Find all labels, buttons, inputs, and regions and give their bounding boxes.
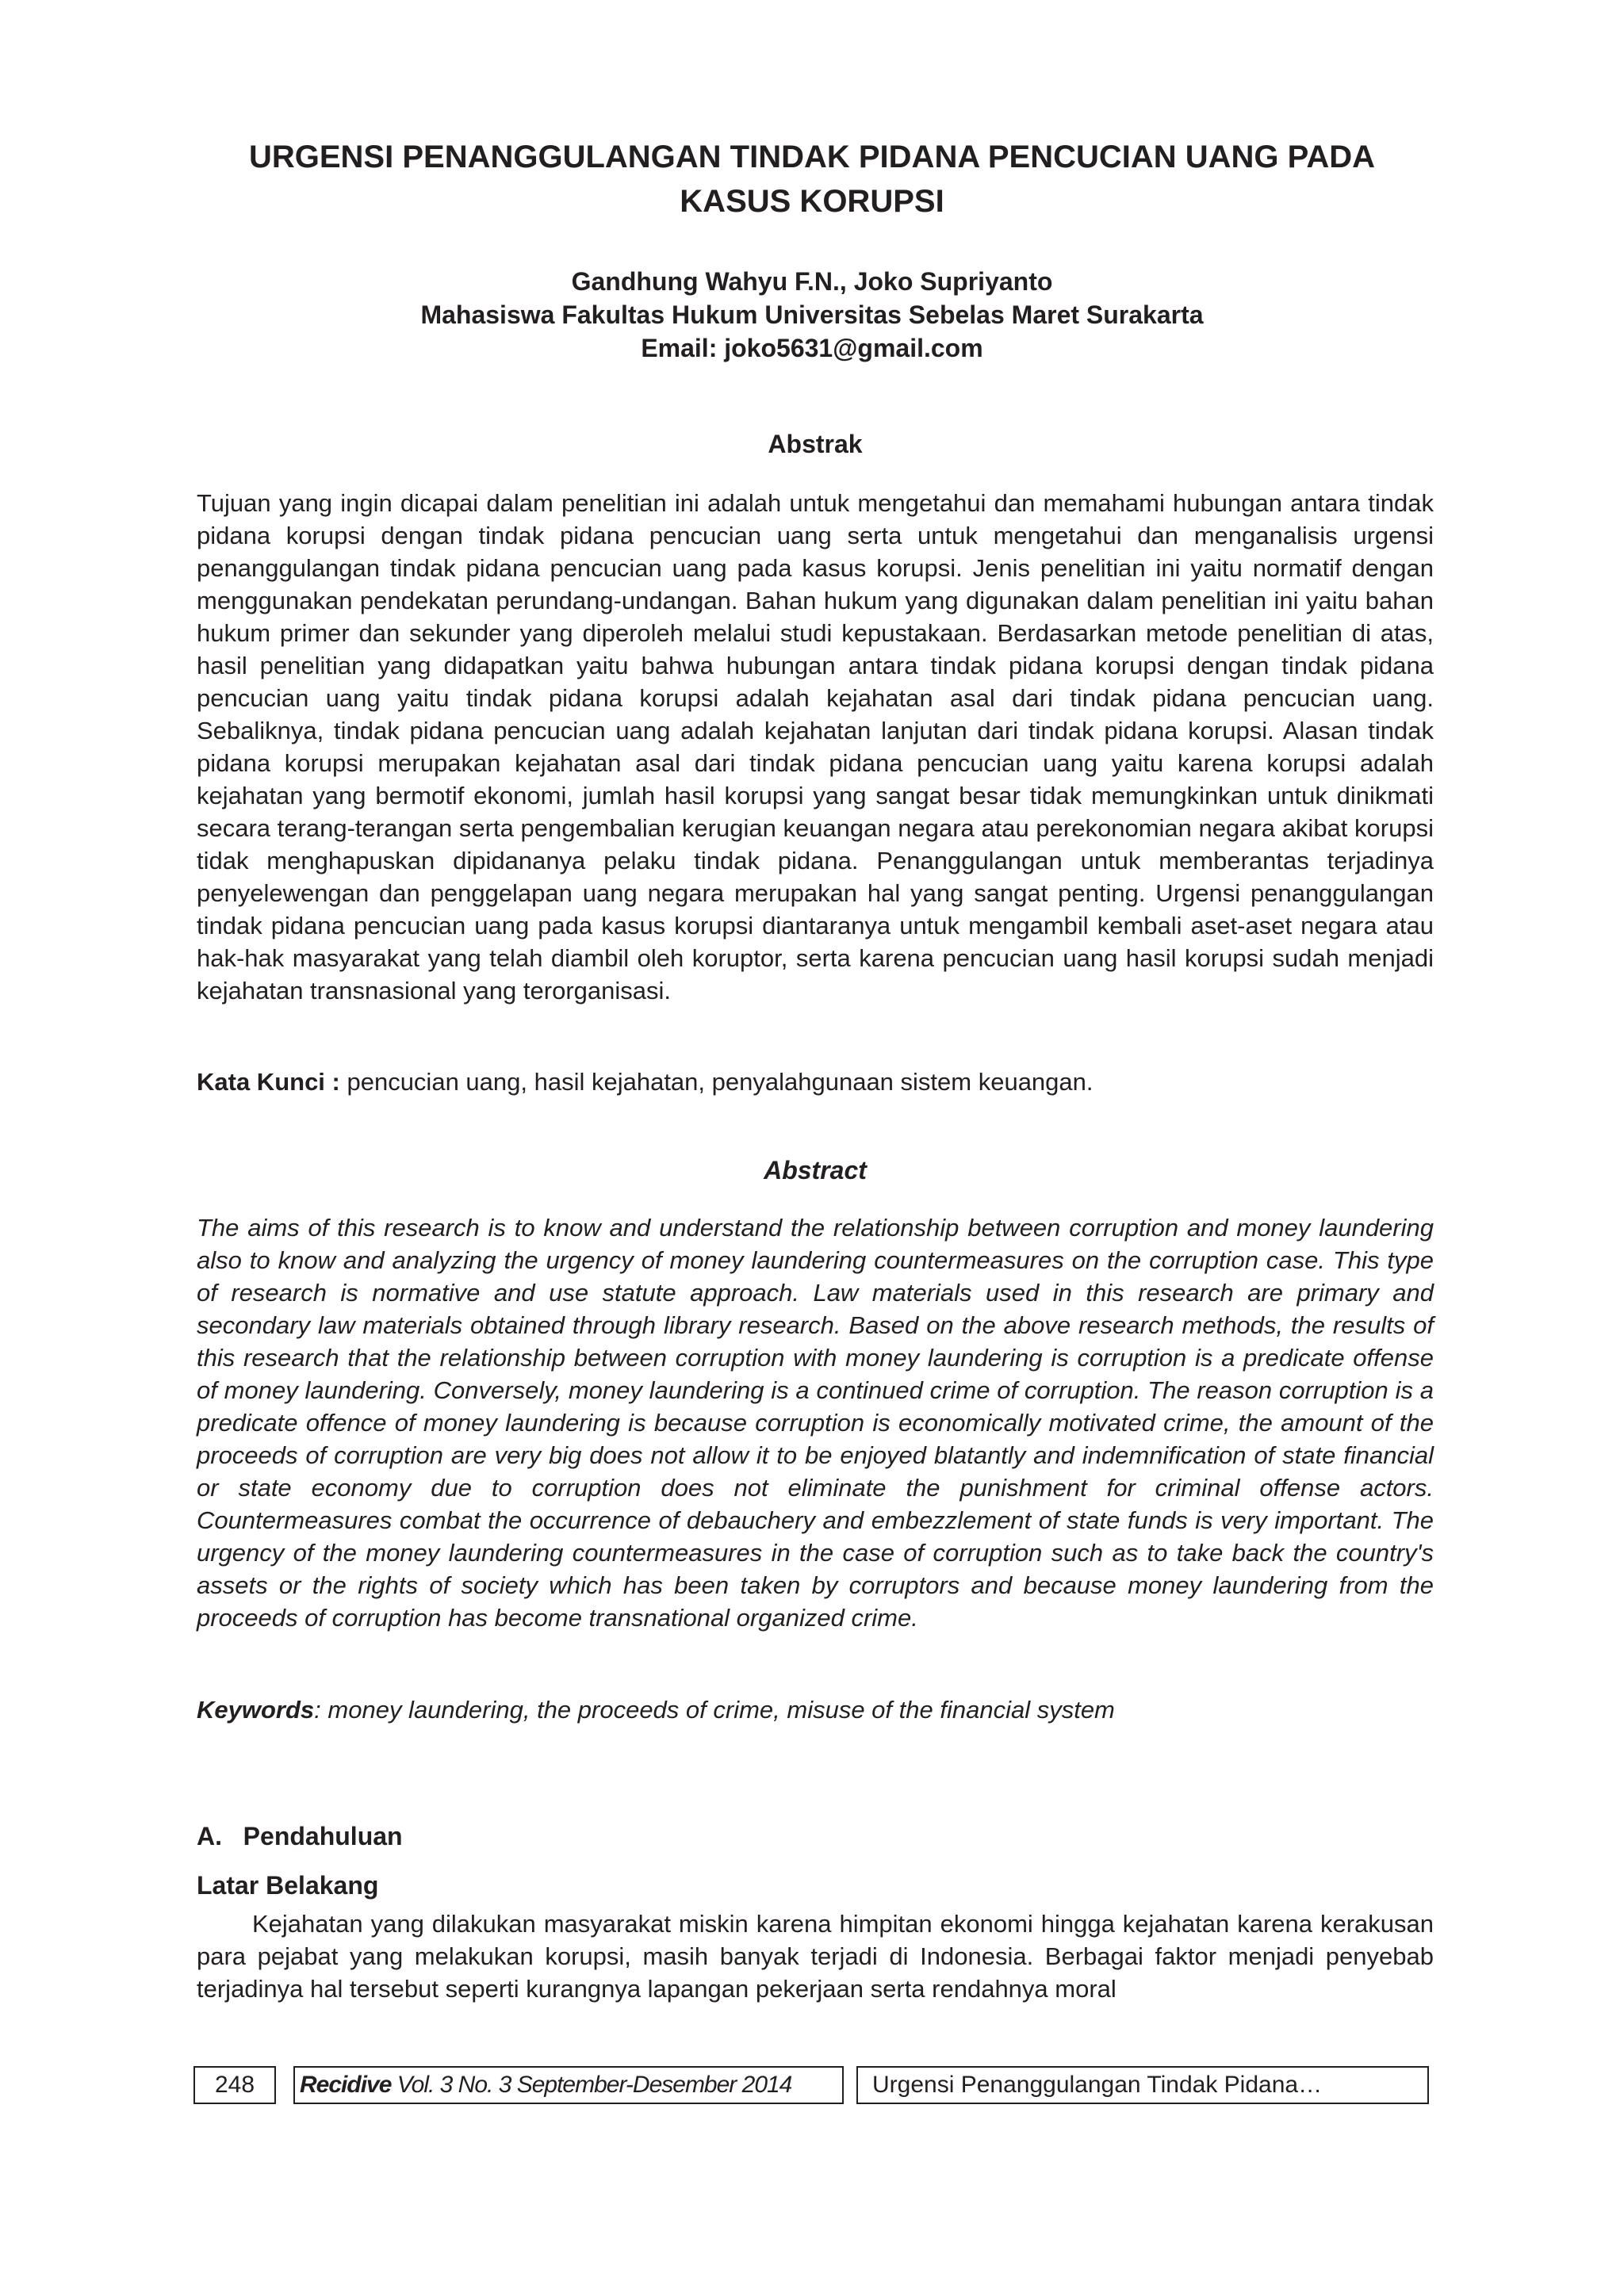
section-heading: A. Pendahuluan [197, 1822, 403, 1850]
abstract-heading: Abstract [764, 1156, 867, 1184]
section-body-text: Kejahatan yang dilakukan masyarakat miskin karena himpitan ekonomi hingga kejahatan karena kerakusan para pejabat yang melakukan korupsi, masih banyak terjadi di Indonesia. Berbagai faktor menjadi penyebab terjadinya hal tersebut seperti kurangnya lapangan pekerjaan serta rendahnya moral [197, 1910, 1434, 2003]
title-line-2: KASUS KORUPSI [680, 184, 944, 219]
footer-journal-name: Recidive [300, 2072, 392, 2098]
abstract-keywords-label: Keywords [197, 1696, 315, 1724]
paper-title [159, 135, 1465, 224]
section-subheading: Latar Belakang [197, 1871, 379, 1900]
footer-journal-issue: Vol. 3 No. 3 September-Desember 2014 [391, 2072, 792, 2098]
abstract-text: The aims of this research is to know and understand the relationship between corruption and money laundering also to know and analyzing the urgency of money laundering countermeasures on the corruption case. This type of research is normative and use statute approach. Law materials used in this research are primary and secondary law materials obtained through library research. Based on the above research methods, the results of this research that the relationship between corruption with money laundering is corruption is a predicate offense of money laundering. Conversely, money laundering is a continued crime of corruption. The reason corruption is a predicate offence of money laundering is because corruption is economically motivated crime, the amount of the proceeds of corruption are very big does not allow it to be enjoyed blatantly and indemnification of state financial or state economy due to corruption does not eliminate the punishment for criminal offense actors. Countermeasures combat the occurrence of debauchery and embezzlement of state funds is very important. The urgency of the money laundering countermeasures in the case of corruption such as to take back the country's assets or the rights of society which has been taken by corruptors and because money laundering from the proceeds of corruption has become transnational organized crime. [197, 1214, 1434, 1632]
abstrak-keywords-text: pencucian uang, hasil kejahatan, penyalahgunaan sistem keuangan. [339, 1068, 1094, 1096]
author-names: Gandhung Wahyu F.N., Joko Supriyanto [571, 267, 1053, 296]
footer-journal [293, 2066, 844, 2104]
abstract-keywords [197, 1693, 1434, 1726]
author-block [159, 265, 1465, 365]
abstract-keywords-text: : money laundering, the proceeds of crime, misuse of the financial system [314, 1696, 1115, 1724]
author-email: Email: joko5631@gmail.com [641, 334, 983, 362]
footer-page-number: 248 [193, 2066, 276, 2104]
abstrak-text: Tujuan yang ingin dicapai dalam penelitian ini adalah untuk mengetahui dan memahami hubungan antara tindak pidana korupsi dengan tindak pidana pencucian uang serta untuk mengetahui dan menganalisis urgensi penanggulangan tindak pidana pencucian uang pada kasus korupsi. Jenis penelitian ini yaitu normatif dengan menggunakan pendekatan perundang-undangan. Bahan hukum yang digunakan dalam penelitian ini yaitu bahan hukum primer dan sekunder yang diperoleh melalui studi kepustakaan. Berdasarkan metode penelitian di atas, hasil penelitian yang didapatkan yaitu bahwa hubungan antara tindak pidana korupsi dengan tindak pidana pencucian uang yaitu tindak pidana korupsi adalah kejahatan asal dari tindak pidana pencucian uang. Sebaliknya, tindak pidana pencucian uang adalah kejahatan lanjutan dari tindak pidana korupsi. Alasan tindak pidana korupsi merupakan kejahatan asal dari tindak pidana pencucian uang yaitu karena korupsi adalah kejahatan yang bermotif ekonomi, jumlah hasil korupsi yang sangat besar tidak memungkinkan untuk dinikmati secara terang-terangan serta pengembalian kerugian keuangan negara atau perekonomian negara akibat korupsi tidak menghapuskan dipidananya pelaku tindak pidana. Penanggulangan untuk memberantas terjadinya penyelewengan dan penggelapan uang negara merupakan hal yang sangat penting. Urgensi penanggulangan tindak pidana pencucian uang pada kasus korupsi diantaranya untuk mengambil kembali aset-aset negara atau hak-hak masyarakat yang telah diambil oleh koruptor, serta karena pencucian uang hasil korupsi sudah menjadi kejahatan transnasional yang terorganisasi. [197, 489, 1434, 1004]
title-line-1: URGENSI PENANGGULANGAN TINDAK PIDANA PENCUCIAN UANG PADA [248, 140, 1376, 174]
abstrak-heading: Abstrak [768, 430, 863, 458]
footer-running-title: Urgensi Penanggulangan Tindak Pidana… [856, 2066, 1429, 2104]
abstrak-keywords [197, 1066, 1434, 1098]
author-affiliation: Mahasiswa Fakultas Hukum Universitas Sebelas Maret Surakarta [420, 300, 1204, 329]
abstrak-keywords-label: Kata Kunci : [197, 1068, 340, 1096]
